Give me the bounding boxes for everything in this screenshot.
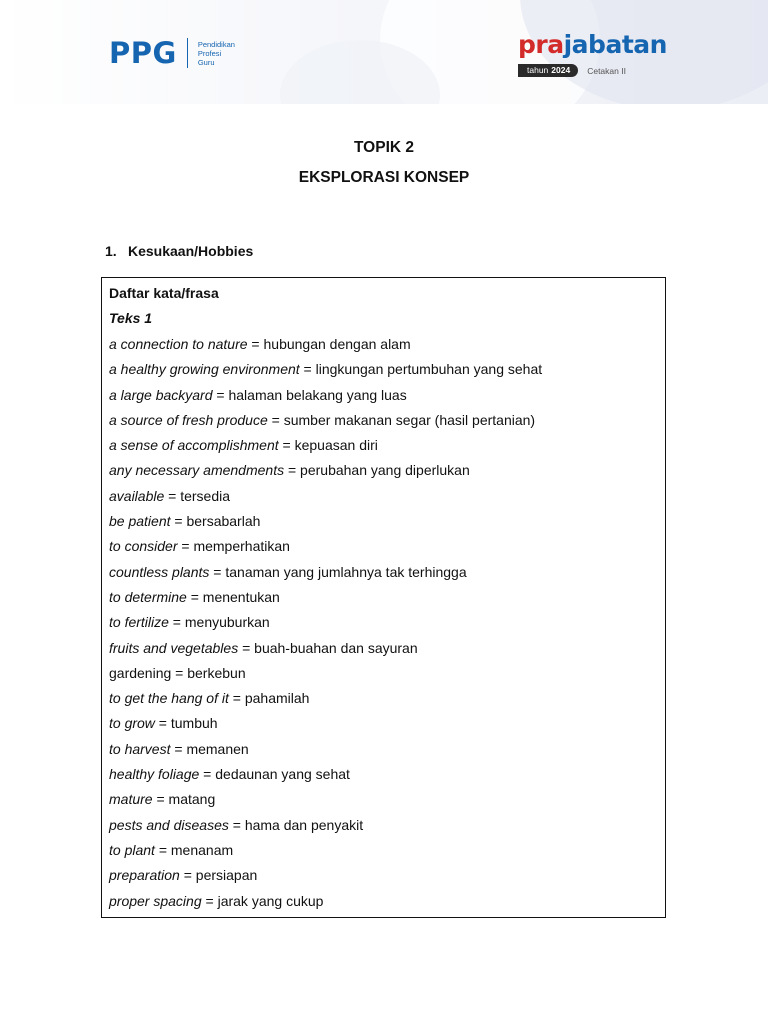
vocabulary-item bbox=[109, 335, 661, 360]
topic-subtitle: EKSPLORASI KONSEP bbox=[298, 169, 470, 186]
vocabulary-item bbox=[109, 714, 661, 739]
vocabulary-item bbox=[109, 563, 661, 588]
vocabulary-term: a large backyard bbox=[109, 386, 213, 403]
ppg-logo-text: PPG bbox=[109, 36, 177, 70]
vocabulary-translation: = tumbuh bbox=[154, 715, 218, 732]
ppg-logo-subtitle bbox=[198, 40, 235, 67]
vocabulary-translation: = tersedia bbox=[164, 487, 231, 504]
vocabulary-translation: = hama dan penyakit bbox=[228, 816, 364, 833]
ppg-logo-divider bbox=[187, 38, 188, 68]
vocabulary-translation: = menanam bbox=[154, 841, 234, 858]
page-header-banner bbox=[0, 0, 768, 104]
vocabulary-translation: = persiapan bbox=[179, 867, 258, 884]
vocabulary-term: a sense of accomplishment bbox=[109, 437, 279, 454]
vocabulary-translation: = hubungan dengan alam bbox=[247, 336, 411, 352]
vocabulary-term: to harvest bbox=[109, 740, 171, 757]
vocabulary-translation: = memanen bbox=[170, 740, 249, 757]
vocabulary-translation: = kepuasan diri bbox=[278, 437, 378, 454]
prajabatan-wordmark-part2: jabatan bbox=[563, 30, 667, 59]
vocabulary-subheading: Teks 1 bbox=[109, 310, 153, 326]
year-value: 2024 bbox=[551, 65, 571, 75]
prajabatan-wordmark-part1: pra bbox=[518, 30, 564, 59]
vocabulary-translation: = lingkungan pertumbuhan yang sehat bbox=[299, 361, 543, 378]
vocabulary-item bbox=[109, 436, 661, 461]
vocabulary-item bbox=[109, 461, 661, 486]
vocabulary-translation: = berkebun bbox=[171, 664, 246, 681]
vocabulary-item bbox=[109, 765, 661, 790]
vocabulary-translation: = halaman belakang yang luas bbox=[212, 386, 407, 403]
section-number: 1. bbox=[105, 243, 117, 259]
vocabulary-item bbox=[109, 588, 661, 613]
vocabulary-term: a healthy growing environment bbox=[109, 361, 300, 378]
vocabulary-translation: = pahamilah bbox=[228, 690, 310, 707]
vocabulary-term: to grow bbox=[109, 715, 155, 732]
vocabulary-term: to get the hang of it bbox=[109, 690, 229, 707]
ppg-subtitle-line: Profesi bbox=[197, 48, 222, 58]
vocabulary-term: healthy foliage bbox=[109, 766, 200, 783]
vocabulary-item bbox=[109, 411, 661, 436]
vocabulary-term: mature bbox=[109, 791, 153, 808]
vocabulary-item bbox=[109, 689, 661, 714]
topic-title: TOPIK 2 bbox=[353, 139, 414, 156]
vocabulary-item bbox=[109, 512, 661, 537]
vocabulary-term: a connection to nature bbox=[109, 336, 248, 352]
vocabulary-list bbox=[109, 335, 661, 917]
vocabulary-translation: = tanaman yang jumlahnya tak terhingga bbox=[209, 563, 467, 580]
vocabulary-heading: Daftar kata/frasa bbox=[109, 285, 219, 301]
vocabulary-item bbox=[109, 639, 661, 664]
vocabulary-item bbox=[109, 790, 661, 815]
vocabulary-translation: = sumber makanan segar (hasil pertanian) bbox=[267, 411, 536, 428]
vocabulary-item bbox=[109, 866, 661, 891]
prajabatan-logo bbox=[518, 31, 668, 77]
year-prefix: tahun bbox=[527, 65, 549, 75]
vocabulary-term: to plant bbox=[109, 841, 155, 858]
vocabulary-term: to consider bbox=[109, 538, 178, 555]
edition-label: Cetakan II bbox=[587, 65, 626, 76]
vocabulary-item bbox=[109, 740, 661, 765]
vocabulary-term: to determine bbox=[109, 588, 187, 605]
vocabulary-term: countless plants bbox=[109, 563, 210, 580]
vocabulary-translation: = perubahan yang diperlukan bbox=[284, 462, 470, 479]
section-title: Kesukaan/Hobbies bbox=[128, 243, 254, 259]
vocabulary-item bbox=[109, 816, 661, 841]
vocabulary-term: any necessary amendments bbox=[109, 462, 285, 479]
vocabulary-item bbox=[109, 360, 661, 385]
vocabulary-translation: = matang bbox=[152, 791, 216, 808]
vocabulary-translation: = bersabarlah bbox=[170, 513, 261, 530]
prajabatan-wordmark bbox=[518, 31, 668, 59]
vocabulary-box bbox=[101, 277, 666, 918]
vocabulary-translation: = jarak yang cukup bbox=[201, 892, 324, 909]
ppg-subtitle-line: Pendidikan bbox=[197, 39, 235, 49]
vocabulary-term: preparation bbox=[109, 867, 180, 884]
vocabulary-term: fruits and vegetables bbox=[109, 639, 239, 656]
vocabulary-term: a source of fresh produce bbox=[109, 411, 268, 428]
section-heading bbox=[105, 243, 253, 259]
vocabulary-item bbox=[109, 664, 661, 689]
vocabulary-translation: = buah-buahan dan sayuran bbox=[238, 639, 418, 656]
ppg-logo bbox=[109, 35, 235, 71]
vocabulary-term: available bbox=[109, 487, 165, 504]
ppg-subtitle-line: Guru bbox=[197, 57, 215, 67]
vocabulary-item bbox=[109, 487, 661, 512]
vocabulary-term: be patient bbox=[109, 513, 171, 530]
vocabulary-term: proper spacing bbox=[109, 892, 202, 909]
vocabulary-term: to fertilize bbox=[109, 614, 169, 631]
vocabulary-item bbox=[109, 386, 661, 411]
vocabulary-item bbox=[109, 613, 661, 638]
vocabulary-translation: = menentukan bbox=[186, 588, 280, 605]
vocabulary-translation: = dedaunan yang sehat bbox=[199, 766, 350, 783]
vocabulary-item bbox=[109, 537, 661, 562]
vocabulary-term: pests and diseases bbox=[109, 816, 229, 833]
year-badge bbox=[518, 64, 578, 77]
vocabulary-translation: = menyuburkan bbox=[168, 614, 270, 631]
vocabulary-term: gardening bbox=[109, 664, 172, 681]
vocabulary-translation: = memperhatikan bbox=[177, 538, 290, 555]
vocabulary-item bbox=[109, 892, 661, 917]
vocabulary-item bbox=[109, 841, 661, 866]
